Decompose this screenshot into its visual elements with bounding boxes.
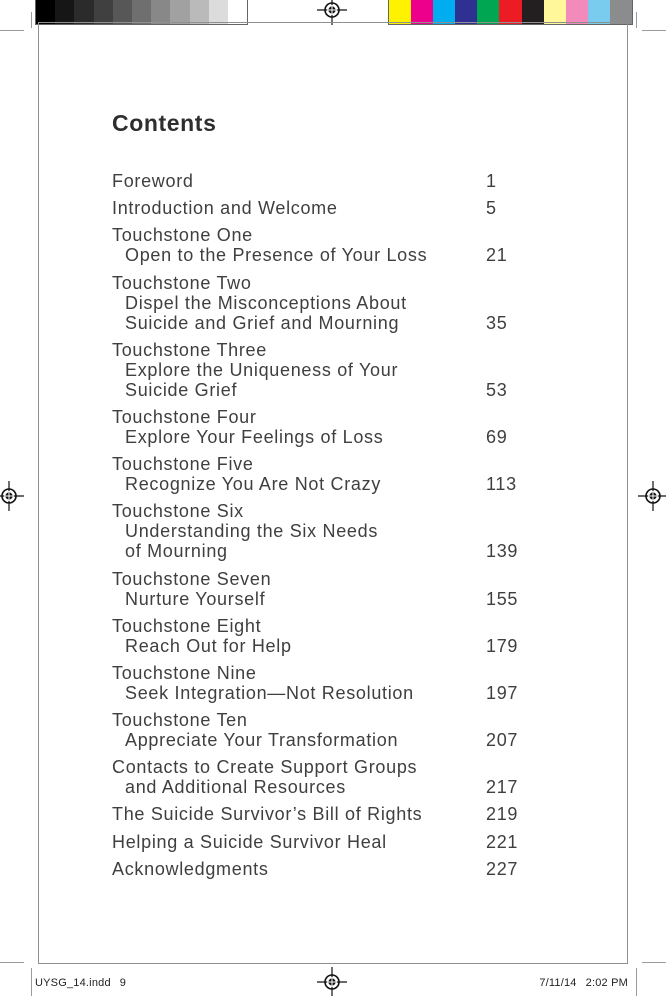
color-swatch <box>610 0 632 24</box>
toc-entry-subtitle: Nurture Yourself <box>125 588 266 609</box>
toc-entry-subtitle: Open to the Presence of Your Loss <box>125 245 428 266</box>
toc-entry-title: Touchstone Four <box>112 406 257 427</box>
page-title: Contents <box>112 110 217 136</box>
color-swatch <box>477 0 499 24</box>
toc-entry <box>112 710 522 750</box>
crop-mark <box>0 30 24 31</box>
crop-mark <box>31 12 32 28</box>
registration-mark-icon <box>317 967 347 996</box>
crop-mark <box>0 962 24 963</box>
toc-page-number: 197 <box>486 682 519 703</box>
toc-entry-title: Touchstone Ten <box>112 710 248 731</box>
toc-entry-title: Introduction and Welcome <box>112 198 338 219</box>
toc-page-number: 179 <box>486 635 519 656</box>
toc-entry-subtitle: Appreciate Your Transformation <box>125 730 399 751</box>
grayscale-swatch <box>132 0 151 24</box>
toc-entry-subtitle: Suicide Grief <box>125 379 238 400</box>
toc-page-number: 221 <box>486 831 519 852</box>
slug-date-text: 7/11/14 <box>539 977 577 989</box>
registration-mark-icon <box>638 481 666 511</box>
toc-entry-title: Touchstone Six <box>112 501 244 522</box>
color-swatch <box>544 0 566 24</box>
toc-entry <box>112 171 522 191</box>
toc-page-number: 53 <box>486 379 508 400</box>
toc-entry <box>112 757 522 797</box>
toc-entry-title: Touchstone Three <box>112 339 267 360</box>
toc-entry-title: Foreword <box>112 171 194 191</box>
registration-mark-icon <box>0 481 24 511</box>
toc-page-number: 139 <box>486 541 519 562</box>
grayscale-swatch <box>74 0 93 24</box>
toc-entry-subtitle: Recognize You Are Not Crazy <box>125 474 382 495</box>
toc-page-number: 207 <box>486 730 519 751</box>
toc-entry-subtitle: Dispel the Misconceptions About <box>125 292 407 313</box>
color-swatch <box>411 0 433 24</box>
crop-mark <box>642 30 666 31</box>
crop-mark <box>31 968 32 996</box>
color-swatch <box>455 0 477 24</box>
grayscale-swatch <box>36 0 55 24</box>
toc-page-number: 155 <box>486 588 519 609</box>
color-swatch <box>433 0 455 24</box>
toc-entry-subtitle: Suicide and Grief and Mourning <box>125 312 400 333</box>
toc-page-number: 227 <box>486 858 519 879</box>
toc-entry-title: Touchstone Eight <box>112 615 262 636</box>
toc-entry <box>112 407 522 447</box>
toc-entry <box>112 859 522 879</box>
toc-entry-subtitle: Understanding the Six Needs <box>125 521 379 542</box>
toc-entry-subtitle: Seek Integration—Not Resolution <box>125 682 414 703</box>
toc-entry-title: Touchstone Seven <box>112 568 272 589</box>
color-swatch <box>499 0 521 24</box>
color-swatch <box>588 0 610 24</box>
grayscale-swatch <box>190 0 209 24</box>
slug-file-text: UYSG_14.indd <box>35 977 111 989</box>
toc-entry-title: Helping a Suicide Survivor Heal <box>112 831 387 852</box>
toc-page-number: 113 <box>486 474 517 495</box>
toc-entry-title: Contacts to Create Support Groups <box>112 757 418 778</box>
color-swatch <box>389 0 411 24</box>
slug-datetime <box>539 977 628 989</box>
toc-entry-subtitle: Explore the Uniqueness of Your <box>125 359 399 380</box>
toc-entry-title: Touchstone One <box>112 225 253 246</box>
grayscale-swatch <box>55 0 74 24</box>
toc-page-number: 35 <box>486 312 508 333</box>
crop-mark <box>636 12 637 28</box>
toc-page-number: 217 <box>486 777 519 798</box>
slug-time-text: 2:02 PM <box>585 977 628 989</box>
toc-entry <box>112 804 522 824</box>
crop-mark <box>642 962 666 963</box>
toc-page-number: 69 <box>486 426 508 447</box>
crop-mark <box>636 968 637 996</box>
toc-entry <box>112 198 522 218</box>
toc-entry <box>112 501 522 561</box>
toc-entry-title: Touchstone Five <box>112 454 254 475</box>
grayscale-swatch <box>209 0 228 24</box>
toc-entry-title: The Suicide Survivor’s Bill of Rights <box>112 804 423 825</box>
toc-entry-title: Acknowledgments <box>112 858 269 879</box>
toc-entry-title: Touchstone Nine <box>112 662 257 683</box>
color-swatch <box>522 0 544 24</box>
color-swatch <box>566 0 588 24</box>
grayscale-swatch <box>94 0 113 24</box>
grayscale-swatch <box>151 0 170 24</box>
slug-page-marker: 9 <box>119 977 127 989</box>
toc-entry-subtitle: of Mourning <box>125 541 228 562</box>
grayscale-swatch <box>113 0 132 24</box>
toc-page-number: 1 <box>486 171 497 191</box>
toc-entry <box>112 616 522 656</box>
slug-filename <box>35 977 126 989</box>
toc-entry <box>112 225 522 265</box>
table-of-contents <box>112 171 522 879</box>
toc-page-content <box>112 110 522 886</box>
grayscale-swatch <box>170 0 189 24</box>
toc-entry-subtitle: Reach Out for Help <box>125 635 292 656</box>
toc-entry <box>112 273 522 333</box>
toc-entry <box>112 663 522 703</box>
grayscale-swatch <box>228 0 247 24</box>
toc-page-number: 21 <box>486 245 508 266</box>
toc-entry <box>112 454 522 494</box>
toc-entry-title: Touchstone Two <box>112 272 252 293</box>
toc-page-number: 5 <box>486 198 497 219</box>
toc-entry <box>112 340 522 400</box>
toc-entry-subtitle: Explore Your Feelings of Loss <box>125 426 384 447</box>
toc-entry-subtitle: and Additional Resources <box>125 777 346 798</box>
toc-page-number: 219 <box>486 804 519 825</box>
toc-entry <box>112 832 522 852</box>
toc-entry <box>112 569 522 609</box>
